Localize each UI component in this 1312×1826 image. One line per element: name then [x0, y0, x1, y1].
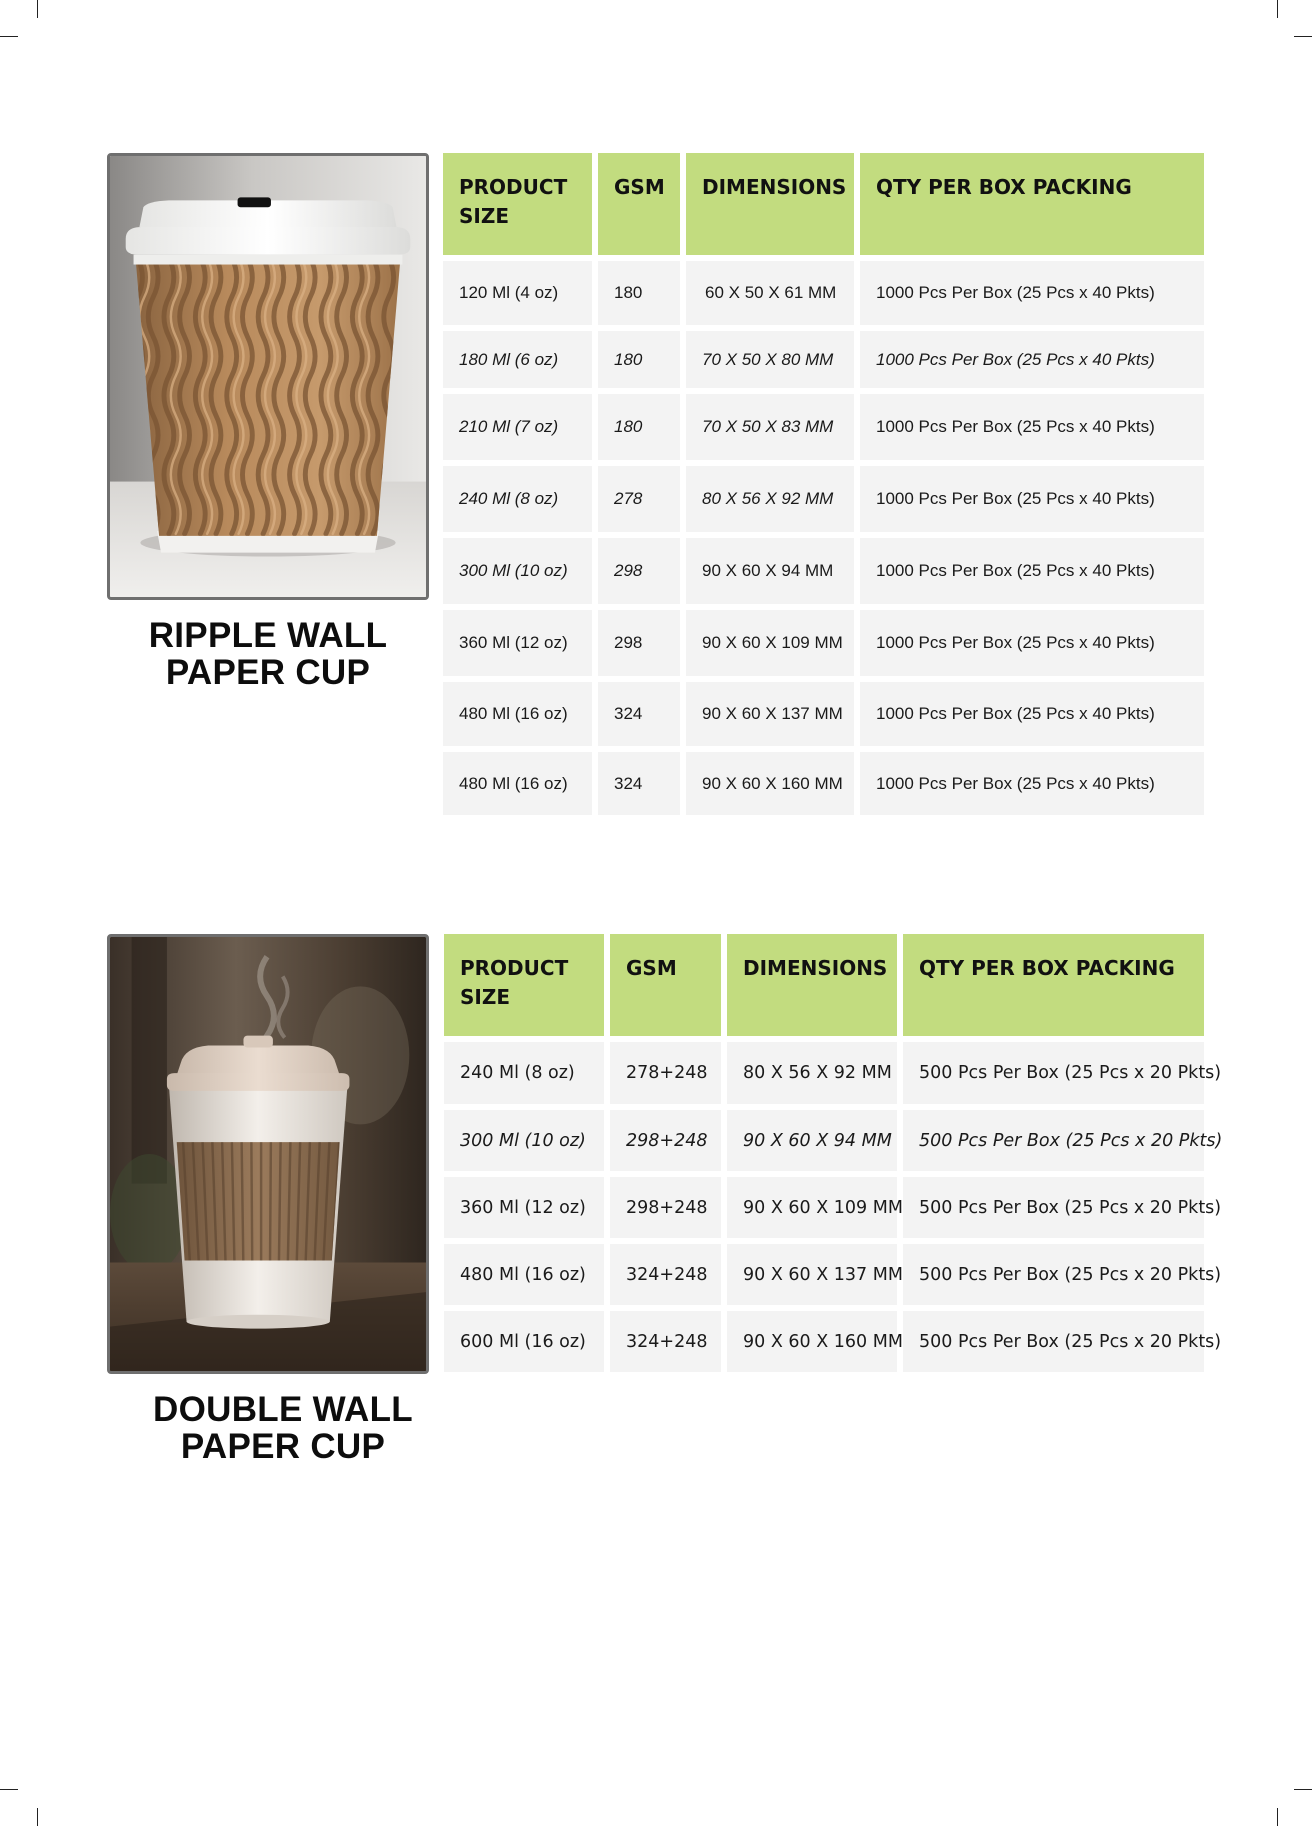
- cell-qty: 1000 Pcs Per Box (25 Pcs x 40 Pkts): [860, 466, 1204, 532]
- double-wall-cup-photo: [107, 934, 429, 1374]
- title-line: PAPER CUP: [180, 1427, 386, 1466]
- cell-gsm: 324: [598, 682, 680, 746]
- cell-gsm: 324+248: [610, 1311, 721, 1372]
- crop-mark: [0, 36, 18, 37]
- table-row: [444, 1110, 1204, 1171]
- cell-size: 120 Ml (4 oz): [443, 261, 592, 325]
- cell-gsm: 180: [598, 261, 680, 325]
- cell-gsm: 278+248: [610, 1042, 721, 1104]
- table-row: [444, 1177, 1204, 1238]
- cell-size: 600 Ml (16 oz): [444, 1311, 604, 1372]
- crop-mark: [1277, 1808, 1278, 1826]
- cell-dimensions: 90 X 60 X 137 MM: [727, 1244, 897, 1305]
- cell-dimensions: 80 X 56 X 92 MM: [686, 466, 854, 532]
- cell-qty: 1000 Pcs Per Box (25 Pcs x 40 Pkts): [860, 538, 1204, 604]
- cell-gsm: 278: [598, 466, 680, 532]
- cell-dimensions: 80 X 56 X 92 MM: [727, 1042, 897, 1104]
- cell-qty: 1000 Pcs Per Box (25 Pcs x 40 Pkts): [860, 610, 1204, 676]
- table-row: [443, 261, 1204, 325]
- cell-size: 480 Ml (16 oz): [443, 682, 592, 746]
- cell-gsm: 324+248: [610, 1244, 721, 1305]
- ripple-wall-title: [107, 617, 429, 691]
- table-row: [443, 682, 1204, 746]
- header-gsm: GSM: [598, 153, 680, 255]
- cell-size: 480 Ml (16 oz): [443, 752, 592, 815]
- header-gsm: GSM: [610, 934, 721, 1036]
- cell-qty: 500 Pcs Per Box (25 Pcs x 20 Pkts): [903, 1042, 1204, 1104]
- title-line: RIPPLE WALL: [148, 616, 388, 655]
- cell-dimensions: 90 X 60 X 160 MM: [686, 752, 854, 815]
- cell-dimensions: 70 X 50 X 83 MM: [686, 394, 854, 460]
- cell-size: 300 Ml (10 oz): [444, 1110, 604, 1171]
- title-line: DOUBLE WALL: [153, 1390, 413, 1429]
- crop-mark: [0, 1789, 18, 1790]
- header-qty-per-box: QTY PER BOX PACKING: [860, 153, 1204, 255]
- cell-dimensions: 60 X 50 X 61 MM: [686, 261, 854, 325]
- ripple-wall-spec-table: [437, 147, 1210, 821]
- table-row: [444, 1244, 1204, 1305]
- title-line: PAPER CUP: [165, 653, 371, 692]
- cell-qty: 500 Pcs Per Box (25 Pcs x 20 Pkts): [903, 1110, 1204, 1171]
- cell-size: 180 Ml (6 oz): [443, 331, 592, 388]
- cell-size: 240 Ml (8 oz): [443, 466, 592, 532]
- header-product-size: PRODUCT SIZE: [444, 934, 604, 1036]
- cell-gsm: 298+248: [610, 1110, 721, 1171]
- header-qty-per-box: QTY PER BOX PACKING: [903, 934, 1204, 1036]
- double-wall-title: [122, 1391, 444, 1465]
- cell-gsm: 324: [598, 752, 680, 815]
- cell-dimensions: 90 X 60 X 109 MM: [686, 610, 854, 676]
- cell-gsm: 298: [598, 538, 680, 604]
- cell-qty: 1000 Pcs Per Box (25 Pcs x 40 Pkts): [860, 752, 1204, 815]
- header-product-size: PRODUCT SIZE: [443, 153, 592, 255]
- cell-dimensions: 90 X 60 X 94 MM: [727, 1110, 897, 1171]
- table-row: [443, 394, 1204, 460]
- cell-gsm: 180: [598, 394, 680, 460]
- cell-gsm: 298+248: [610, 1177, 721, 1238]
- cell-size: 240 Ml (8 oz): [444, 1042, 604, 1104]
- table-row: [443, 331, 1204, 388]
- cell-dimensions: 70 X 50 X 80 MM: [686, 331, 854, 388]
- header-dimensions: DIMENSIONS: [686, 153, 854, 255]
- crop-mark: [37, 1808, 38, 1826]
- cell-size: 360 Ml (12 oz): [443, 610, 592, 676]
- cell-size: 360 Ml (12 oz): [444, 1177, 604, 1238]
- cell-dimensions: 90 X 60 X 137 MM: [686, 682, 854, 746]
- cell-qty: 500 Pcs Per Box (25 Pcs x 20 Pkts): [903, 1311, 1204, 1372]
- table-row: [443, 538, 1204, 604]
- crop-mark: [37, 0, 38, 18]
- cell-gsm: 298: [598, 610, 680, 676]
- cell-size: 480 Ml (16 oz): [444, 1244, 604, 1305]
- header-dimensions: DIMENSIONS: [727, 934, 897, 1036]
- cell-dimensions: 90 X 60 X 160 MM: [727, 1311, 897, 1372]
- cell-qty: 1000 Pcs Per Box (25 Pcs x 40 Pkts): [860, 331, 1204, 388]
- cell-qty: 1000 Pcs Per Box (25 Pcs x 40 Pkts): [860, 682, 1204, 746]
- cell-dimensions: 90 X 60 X 94 MM: [686, 538, 854, 604]
- cell-qty: 500 Pcs Per Box (25 Pcs x 20 Pkts): [903, 1177, 1204, 1238]
- crop-mark: [1294, 1789, 1312, 1790]
- cell-qty: 500 Pcs Per Box (25 Pcs x 20 Pkts): [903, 1244, 1204, 1305]
- table-row: [444, 1042, 1204, 1104]
- table-row: [443, 752, 1204, 815]
- cell-size: 210 Ml (7 oz): [443, 394, 592, 460]
- crop-mark: [1277, 0, 1278, 18]
- double-wall-spec-table: [438, 928, 1223, 1378]
- ripple-wall-cup-photo: [107, 153, 429, 600]
- cell-dimensions: 90 X 60 X 109 MM: [727, 1177, 897, 1238]
- table-row: [443, 466, 1204, 532]
- cell-qty: 1000 Pcs Per Box (25 Pcs x 40 Pkts): [860, 394, 1204, 460]
- cell-size: 300 Ml (10 oz): [443, 538, 592, 604]
- crop-mark: [1294, 36, 1312, 37]
- cell-qty: 1000 Pcs Per Box (25 Pcs x 40 Pkts): [860, 261, 1204, 325]
- table-row: [443, 610, 1204, 676]
- table-row: [444, 1311, 1204, 1372]
- cell-gsm: 180: [598, 331, 680, 388]
